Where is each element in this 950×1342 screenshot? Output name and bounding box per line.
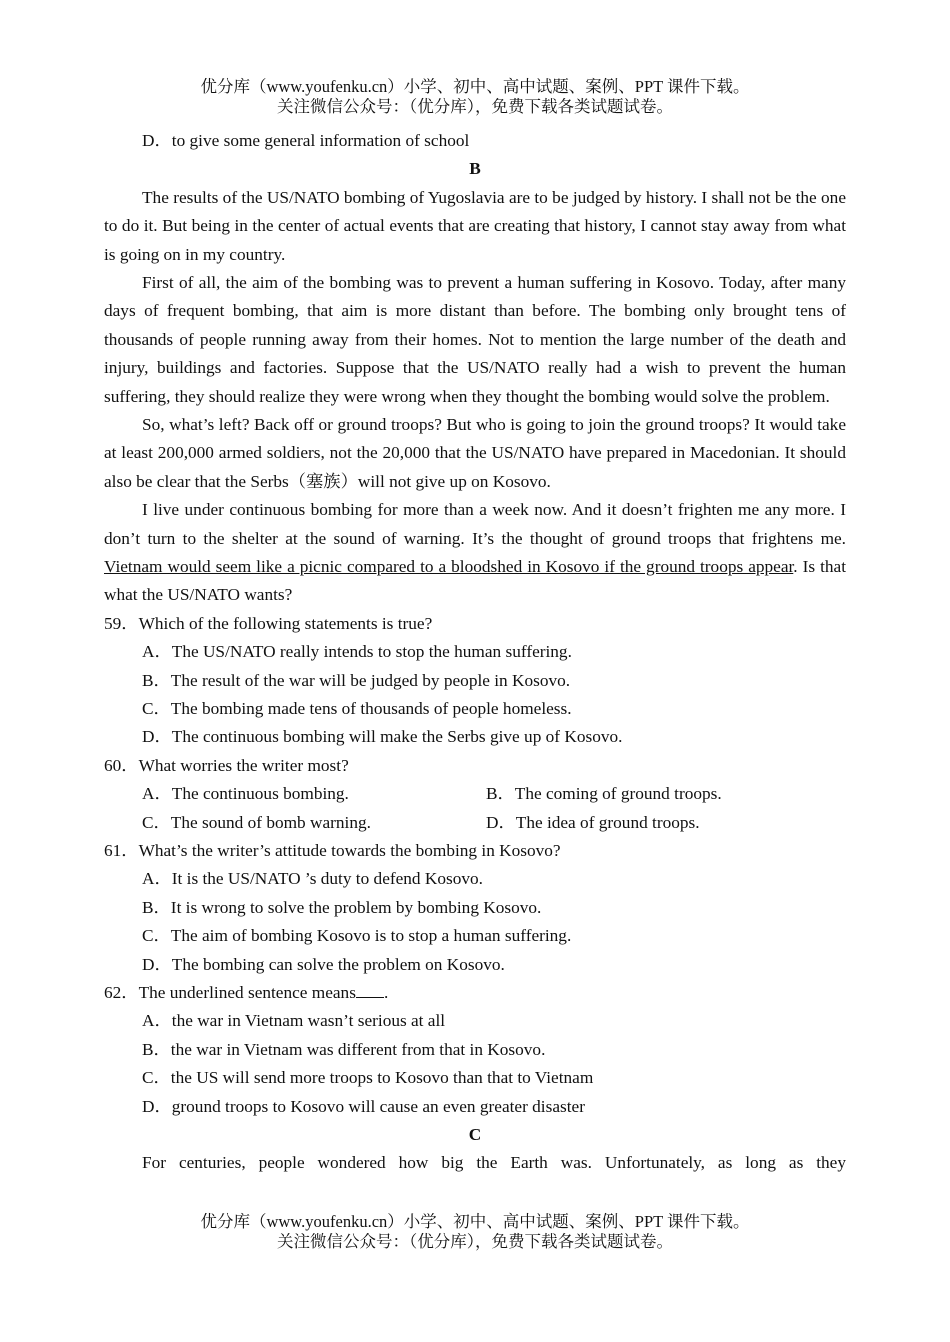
option-b: B．The coming of ground troops. bbox=[486, 784, 722, 804]
answer-blank bbox=[356, 981, 384, 998]
question-59 bbox=[104, 610, 846, 752]
question-60 bbox=[104, 752, 846, 837]
header-line-1: 优分库（www.youfenku.cn）小学、初中、高中试题、案例、PPT 课件下载。 bbox=[200, 77, 750, 96]
section-c-heading: C bbox=[468, 1124, 482, 1144]
option-d: D．ground troops to Kosovo will cause an even greater disaster bbox=[142, 1096, 585, 1116]
section-b-passage bbox=[104, 184, 846, 610]
question-stem: 59．Which of the following statements is true? bbox=[104, 613, 433, 633]
underlined-sentence: Vietnam would seem like a picnic compared to a bloodshed in Kosovo if the ground troops appear bbox=[104, 557, 794, 577]
option-a: A．The continuous bombing. bbox=[142, 784, 349, 804]
page-header bbox=[0, 77, 950, 117]
header-line-2: 关注微信公众号：（优分库），免费下载各类试题试卷。 bbox=[277, 97, 673, 116]
options-row-cd bbox=[104, 809, 846, 837]
passage-b-paragraph-3: So, what’s left? Back off or ground troops? But who is going to join the ground troops? It would take at least 200,000 armed soldiers, not the 20,000 that the US/NATO have prepared in Macedonian. It should also be clear that the Serbs（塞族）will not give up on Kosovo. bbox=[104, 415, 846, 491]
passage-c-paragraph-1: For centuries, people wondered how big the Earth was. Unfortunately, as long as they bbox=[142, 1153, 846, 1173]
option-a: A．It is the US/NATO ’s duty to defend Kosovo. bbox=[142, 869, 483, 889]
option-a: A．The US/NATO really intends to stop the human suffering. bbox=[142, 642, 572, 662]
question-stem: 61．What’s the writer’s attitude towards the bombing in Kosovo? bbox=[104, 841, 561, 860]
option-c: C．The sound of bomb warning. bbox=[142, 812, 371, 832]
question-stem bbox=[104, 979, 846, 1007]
paragraph-4-text: I live under continuous bombing for more than a week now. And it doesn’t frighten me any more. I don’t turn to the shelter at the sound of warning. It’s the thought of ground troops that frightens me. bbox=[104, 500, 846, 548]
paragraph-4-tail: . Is that what the US/NATO wants? bbox=[104, 557, 846, 605]
document-body bbox=[104, 127, 846, 1178]
passage-b-paragraph-4 bbox=[104, 496, 846, 610]
option-b: B．It is wrong to solve the problem by bombing Kosovo. bbox=[142, 897, 542, 917]
option-c: C．The aim of bombing Kosovo is to stop a human suffering. bbox=[142, 926, 572, 946]
option-d: D．The continuous bombing will make the Serbs give up of Kosovo. bbox=[142, 727, 623, 747]
previous-question-option-d: D．to give some general information of school bbox=[142, 131, 470, 150]
option-d: D．The idea of ground troops. bbox=[486, 812, 700, 832]
page-footer bbox=[0, 1212, 950, 1252]
question-stem-end: . bbox=[383, 982, 389, 1002]
question-stem: 60．What worries the writer most? bbox=[104, 755, 349, 775]
option-c: C．the US will send more troops to Kosovo than that to Vietnam bbox=[142, 1068, 594, 1088]
question-62 bbox=[104, 979, 846, 1121]
question-stem-text: 62．The underlined sentence means bbox=[104, 982, 356, 1002]
footer-line-2: 关注微信公众号：（优分库），免费下载各类试题试卷。 bbox=[277, 1232, 673, 1251]
passage-b-paragraph-1: The results of the US/NATO bombing of Yugoslavia are to be judged by history. I shall not be the one to do it. But being in the center of actual events that are creating that history, I cannot stay away from what is going on in my country. bbox=[104, 187, 846, 264]
options-row-ab bbox=[104, 780, 846, 808]
option-b: B．The result of the war will be judged by people in Kosovo. bbox=[142, 670, 571, 690]
option-d: D．The bombing can solve the problem on Kosovo. bbox=[142, 954, 505, 974]
option-a: A．the war in Vietnam wasn’t serious at all bbox=[142, 1011, 446, 1031]
question-61 bbox=[104, 837, 846, 979]
option-c: C．The bombing made tens of thousands of people homeless. bbox=[142, 699, 572, 719]
option-b: B．the war in Vietnam was different from that in Kosovo. bbox=[142, 1039, 546, 1059]
section-b-heading: B bbox=[469, 159, 481, 179]
passage-b-paragraph-2: First of all, the aim of the bombing was to prevent a human suffering in Kosovo. Today, after many days of frequent bombing, that aim is more distant than before. The bombing only brought tens of thousands of people running away from their homes. Not to mention the large number of the death and injury, buildings and factories. Suppose that the US/NATO really had a wish to prevent the human suffering, they should realize they were wrong when they thought the bombing would solve the problem. bbox=[104, 273, 846, 406]
footer-line-1: 优分库（www.youfenku.cn）小学、初中、高中试题、案例、PPT 课件下载。 bbox=[200, 1212, 750, 1231]
